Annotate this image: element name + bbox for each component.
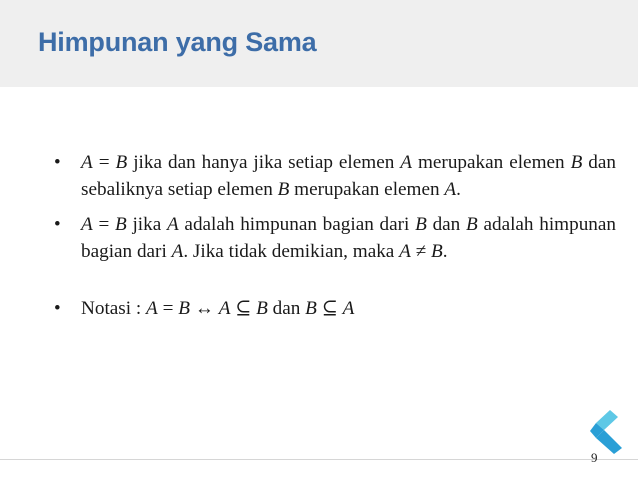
slide-title: Himpunan yang Sama (38, 27, 317, 57)
math-symbol: A (81, 214, 93, 235)
bullet-item-3 (54, 296, 616, 323)
math-symbol: A (400, 152, 413, 173)
bullet-item-2 (54, 212, 616, 265)
math-symbol: A (399, 240, 411, 262)
math-symbol: B (256, 298, 268, 319)
bullet-text: A = B jika A adalah himpunan bagian dari B dan B adalah himpunan bagian dari A. Jika tidak demikian, maka A ≠ B. (81, 214, 616, 262)
math-symbol: A (171, 240, 184, 262)
bullet-dot: • (54, 214, 61, 235)
math-symbol: A (218, 298, 231, 319)
math-symbol: A (81, 152, 93, 173)
page-number: 9 (591, 450, 598, 465)
footer-divider (0, 459, 638, 460)
math-symbol: A (342, 298, 355, 319)
math-symbol: A (166, 214, 179, 235)
math-symbol: A (146, 298, 158, 319)
bullet-dot: • (54, 152, 61, 173)
math-symbol: B (115, 152, 128, 173)
math-symbol: B (466, 214, 478, 235)
math-symbol: B (430, 240, 443, 262)
math-symbol: A (444, 178, 457, 200)
bullet-dot: • (54, 298, 61, 319)
bullet-text: Notasi : A = B ↔ A ⊆ B dan B ⊆ A (81, 298, 355, 319)
bullet-text: A = B jika dan hanya jika setiap elemen A merupakan elemen B dan sebaliknya setiap elemen B merupakan elemen A. (81, 152, 616, 200)
math-symbol: B (115, 214, 127, 235)
bullet-list (54, 150, 616, 323)
bullet-item-1 (54, 150, 616, 203)
header-bar (0, 0, 638, 87)
math-symbol: B (277, 178, 290, 200)
math-symbol: B (415, 214, 427, 235)
math-symbol: B (178, 298, 190, 319)
math-symbol: B (305, 298, 317, 319)
math-symbol: B (570, 152, 583, 173)
